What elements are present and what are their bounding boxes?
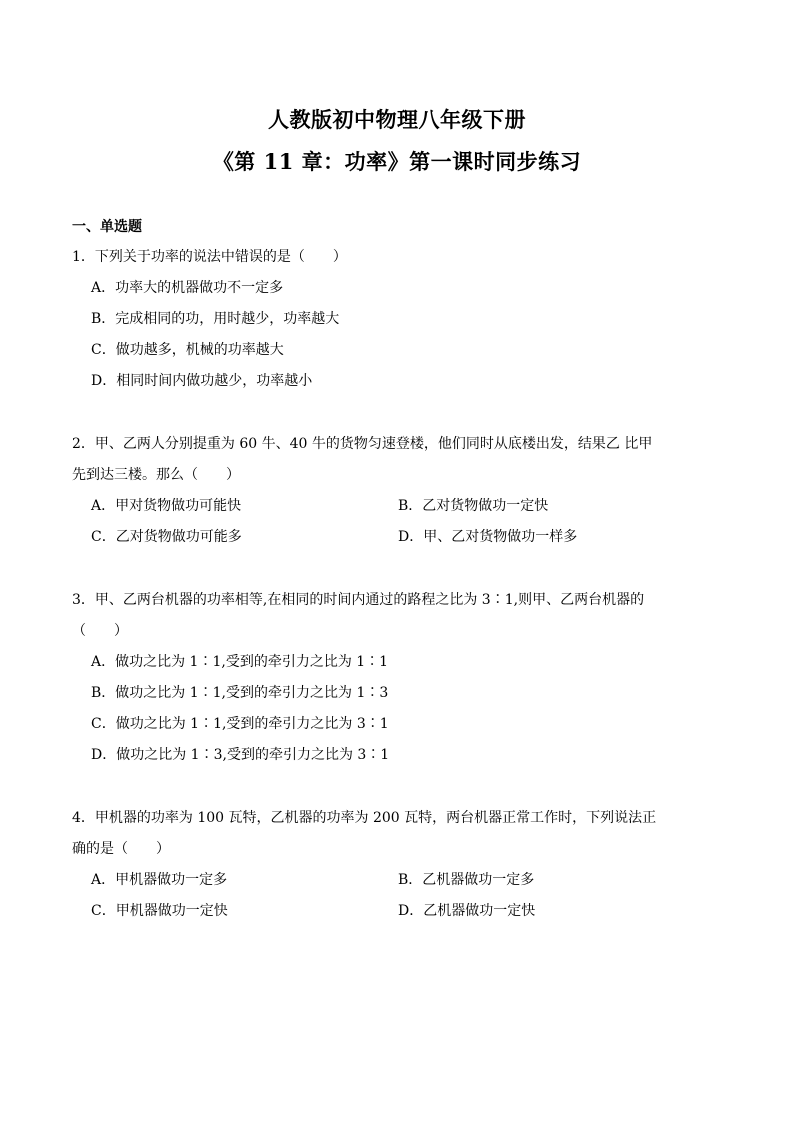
question-1-option-d: D．相同时间内做功越少，功率越小 <box>91 373 313 389</box>
section-heading: 一、单选题 <box>72 219 142 235</box>
question-4-option-c: C．甲机器做功一定快 <box>91 903 228 919</box>
question-2-option-d: D．甲、乙对货物做功一样多 <box>398 529 578 545</box>
question-1-option-b: B．完成相同的功，用时越少，功率越大 <box>91 311 340 327</box>
question-2-option-a: A．甲对货物做功可能快 <box>91 498 242 514</box>
question-4-option-d: D．乙机器做功一定快 <box>398 903 536 919</box>
question-3-stem-line-1: 3．甲、乙两台机器的功率相等,在相同的时间内通过的路程之比为 3∶1,则甲、乙两台机器的 <box>72 592 645 608</box>
question-4-stem-line-1: 4．甲机器的功率为 100 瓦特，乙机器的功率为 200 瓦特，两台机器正常工作时，下列说法正 <box>72 810 657 826</box>
question-2-option-b: B．乙对货物做功一定快 <box>398 498 549 514</box>
question-3-option-c: C．做功之比为 1∶1,受到的牵引力之比为 3∶1 <box>91 716 389 732</box>
document-title: 人教版初中物理八年级下册 <box>268 107 526 132</box>
question-2-option-c: C．乙对货物做功可能多 <box>91 529 242 545</box>
question-3-option-a: A．做功之比为 1∶1,受到的牵引力之比为 1∶1 <box>91 654 389 670</box>
question-4-stem-line-2: 确的是（ ） <box>72 841 170 857</box>
question-1-option-c: C．做功越多，机械的功率越大 <box>91 342 284 358</box>
question-1-option-a: A．功率大的机器做功不一定多 <box>91 280 284 296</box>
question-3-option-b: B．做功之比为 1∶1,受到的牵引力之比为 1∶3 <box>91 685 389 701</box>
question-3-option-d: D．做功之比为 1∶3,受到的牵引力之比为 3∶1 <box>91 747 390 763</box>
question-4-option-a: A．甲机器做功一定多 <box>91 872 228 888</box>
document-subtitle: 《第 11 章：功率》第一课时同步练习 <box>212 149 582 174</box>
question-3-stem-line-2: （ ） <box>72 623 128 639</box>
question-2-stem-line-1: 2．甲、乙两人分别提重为 60 牛、40 牛的货物匀速登楼，他们同时从底楼出发，结果乙 比甲 <box>72 436 653 452</box>
question-1-stem: 1．下列关于功率的说法中错误的是（ ） <box>72 249 347 265</box>
question-4-option-b: B．乙机器做功一定多 <box>398 872 535 888</box>
question-2-stem-line-2: 先到达三楼。那么（ ） <box>72 467 240 483</box>
